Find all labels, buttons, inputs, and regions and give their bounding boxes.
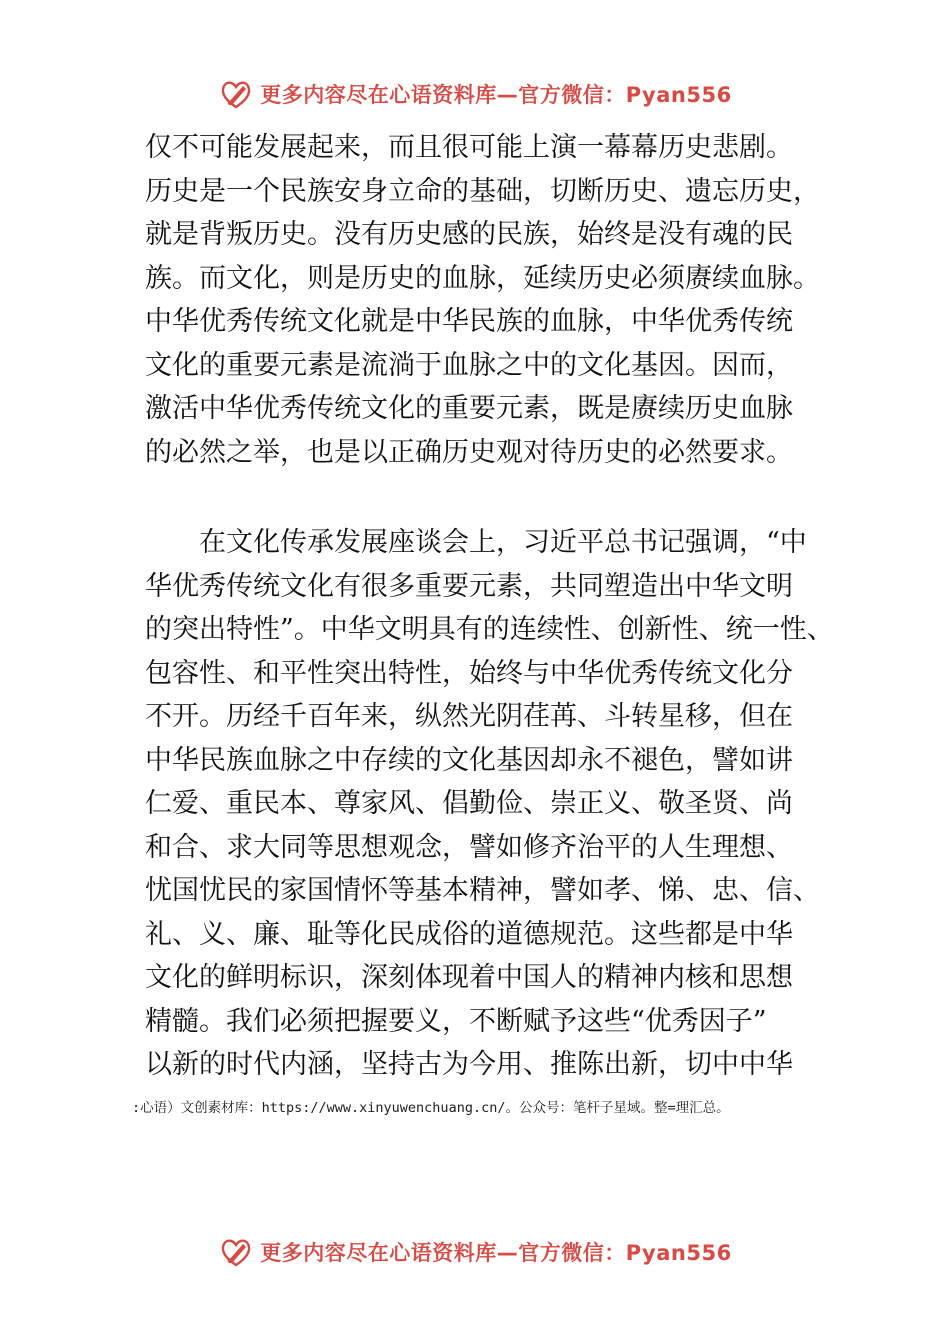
text-line: 仅不可能发展起来，而且很可能上演一幕幕历史悲剧。 [145,132,793,163]
text-line: 激活中华优秀传统文化的重要元素，既是赓续历史血脉 [145,393,793,424]
text-line: 仁爱、重民本、尊家风、倡勤俭、崇正义、敬圣贤、尚 [145,788,793,819]
text-line: 文化的重要元素是流淌于血脉之中的文化基因。因而， [145,349,793,381]
header-title: 更多内容尽在心语资料库—官方微信：Pyan556 [260,83,732,107]
paragraph-1 [145,126,820,474]
footer-title: 更多内容尽在心语资料库—官方微信：Pyan556 [260,1241,732,1265]
heart-pen-logo-icon [218,1234,254,1270]
text-line: 文化的鲜明标识，深刻体现着中国人的精神内核和思想 [145,962,793,993]
text-line: 的必然之举，也是以正确历史观对待历史的必然要求。 [145,436,793,468]
text-line: 历史是一个民族安身立命的基础，切断历史、遗忘历史， [145,175,820,207]
text-line: 精髓。我们必须把握要义，不断赋予这些“优秀因子” [145,1005,767,1037]
text-line: 华优秀传统文化有很多重要元素，共同塑造出中华文明 [145,570,793,602]
text-line: 就是背叛历史。没有历史感的民族，始终是没有魂的民 [145,219,793,250]
page-header [0,72,950,116]
text-line: 在文化传承发展座谈会上，习近平总书记强调，“中 [199,527,807,558]
text-line: 的突出特性”。中华文明具有的连续性、创新性、统一性、 [145,614,834,645]
page-footer-header [0,1230,950,1274]
text-line: 包容性、和平性突出特性，始终与中华优秀传统文化分 [145,657,793,689]
text-line: 忧国忧民的家国情怀等基本精神，譬如孝、悌、忠、信、 [145,875,820,906]
text-line: 和合、求大同等思想观念，譬如修齐治平的人生理想、 [145,831,793,863]
paragraph-2 [145,521,834,1087]
heart-pen-logo-icon [218,76,254,112]
text-line: 中华民族血脉之中存续的文化基因却永不褪色，譬如讲 [145,744,793,776]
text-line: 中华优秀传统文化就是中华民族的血脉，中华优秀传统 [145,306,793,337]
text-line: 以新的时代内涵，坚持古为今用、推陈出新，切中中华 [145,1049,793,1080]
document-body [145,126,834,1087]
source-footnote: :心语）文创素材库：https://www.xinyuwenchuang.cn/。公众号：笔杆子星域。整=理汇总。 [132,1100,730,1116]
text-line: 礼、义、廉、耻等化民成俗的道德规范。这些都是中华 [145,918,793,950]
text-line: 族。而文化，则是历史的血脉，延续历史必须赓续血脉。 [145,262,820,294]
text-line: 不开。历经千百年来，纵然光阴荏苒、斗转星移，但在 [145,701,793,732]
